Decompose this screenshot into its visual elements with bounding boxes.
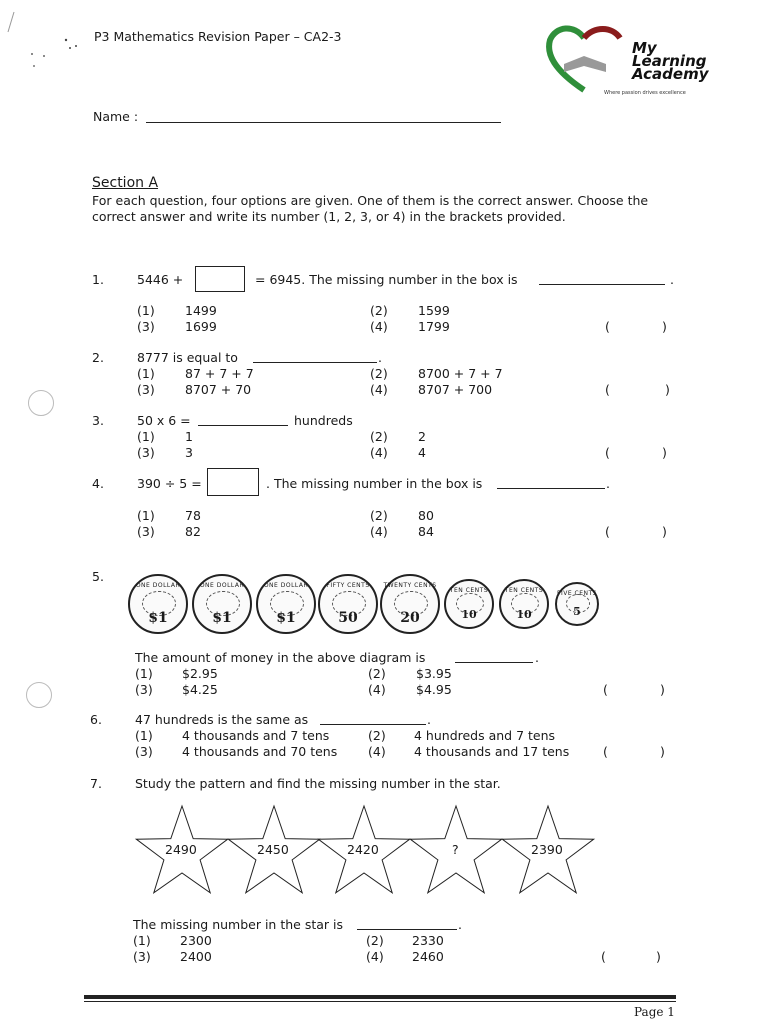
option-label: (1) [135, 666, 153, 681]
question-stem: The amount of money in the above diagram is [135, 650, 426, 665]
coin-value: 10 [516, 608, 532, 621]
coin-value: $1 [276, 610, 296, 626]
option-label: (1) [135, 728, 153, 743]
answer-bracket-close: ) [660, 682, 665, 697]
stem-end: . [606, 476, 610, 491]
option-text: 2300 [180, 933, 212, 948]
option-text: 8700 + 7 + 7 [418, 366, 503, 381]
page-number: Page 1 [634, 1005, 675, 1019]
coin-3 [318, 574, 378, 634]
coin-value: 20 [400, 610, 420, 626]
option-label: (2) [370, 429, 388, 444]
option-text: 3 [185, 445, 193, 460]
question-stem: 5446 + [137, 272, 184, 287]
option-text: 80 [418, 508, 434, 523]
logo-text-2: Learning [632, 52, 707, 70]
stem-end: . [378, 350, 382, 365]
instructions-line-2: correct answer and write its number (1, 2, 3, or 4) in the brackets provided. [92, 209, 566, 224]
question-stem: 390 ÷ 5 = [137, 476, 202, 491]
option-text: 2400 [180, 949, 212, 964]
logo-tagline: Where passion drives excellence [604, 90, 686, 96]
logo-text-1: My [632, 39, 657, 57]
option-label: (1) [137, 508, 155, 523]
answer-bracket-close: ) [665, 382, 670, 397]
coin-value: 50 [338, 610, 358, 626]
answer-box [195, 266, 245, 292]
question-number: 6. [90, 712, 102, 727]
option-text: $2.95 [182, 666, 218, 681]
question-stem: 8777 is equal to [137, 350, 238, 365]
option-label: (3) [135, 682, 153, 697]
option-label: (4) [370, 445, 388, 460]
option-text: 2460 [412, 949, 444, 964]
option-label: (3) [137, 319, 155, 334]
star-number: 2490 [165, 842, 197, 857]
coin-4 [380, 574, 440, 634]
answer-bracket-open: ( [601, 949, 606, 964]
question-stem: hundreds [294, 413, 353, 428]
option-text: 4 [418, 445, 426, 460]
instructions-line-1: For each question, four options are given. One of them is the correct answer. Choose the [92, 193, 649, 208]
option-text: 1799 [418, 319, 450, 334]
question-stem: 50 x 6 = [137, 413, 191, 428]
stem-end: . [427, 712, 431, 727]
answer-bracket-close: ) [662, 319, 667, 334]
question-number: 4. [92, 476, 104, 491]
coin-legend: TEN CENTS [504, 587, 544, 594]
option-label: (2) [368, 666, 386, 681]
answer-bracket-open: ( [605, 382, 610, 397]
answer-blank [253, 350, 377, 363]
coin-value: 10 [461, 608, 477, 621]
question-number: 7. [90, 776, 102, 791]
coin-legend: FIVE CENTS [557, 590, 597, 597]
star-number: 2450 [257, 842, 289, 857]
logo-text-3: Academy [632, 65, 709, 83]
option-text: 78 [185, 508, 201, 523]
answer-bracket-close: ) [660, 744, 665, 759]
question-number: 1. [92, 272, 104, 287]
stem-end: . [458, 917, 462, 932]
answer-bracket-close: ) [656, 949, 661, 964]
star-number: ? [452, 842, 459, 857]
logo-heart-icon [544, 24, 624, 96]
option-text: 4 thousands and 7 tens [182, 728, 330, 743]
answer-bracket-open: ( [605, 319, 610, 334]
option-label: (2) [370, 366, 388, 381]
answer-bracket-open: ( [603, 744, 608, 759]
option-text: 84 [418, 524, 434, 539]
question-number: 3. [92, 413, 104, 428]
answer-bracket-close: ) [662, 445, 667, 460]
answer-blank [497, 476, 605, 489]
option-label: (3) [137, 524, 155, 539]
option-label: (3) [137, 445, 155, 460]
coin-legend: TEN CENTS [449, 587, 489, 594]
option-label: (3) [137, 382, 155, 397]
answer-blank [455, 650, 533, 663]
option-text: 8707 + 70 [185, 382, 252, 397]
option-text: 1499 [185, 303, 217, 318]
option-label: (4) [370, 382, 388, 397]
option-text: 2 [418, 429, 426, 444]
option-text: 4 thousands and 70 tens [182, 744, 338, 759]
option-label: (1) [137, 366, 155, 381]
coin-value: 5 [573, 605, 581, 618]
answer-blank [357, 917, 457, 930]
coin-legend: ONE DOLLAR [199, 582, 245, 589]
option-label: (4) [366, 949, 384, 964]
question-stem: Study the pattern and find the missing number in the star. [135, 776, 501, 791]
footer-rule [84, 995, 676, 999]
question-stem: The missing number in the star is [133, 917, 343, 932]
option-label: (4) [370, 524, 388, 539]
option-label: (4) [368, 744, 386, 759]
coin-legend: TWENTY CENTS [383, 582, 437, 589]
option-text: 8707 + 700 [418, 382, 493, 397]
section-title: Section A [92, 175, 159, 191]
option-label: (3) [133, 949, 151, 964]
option-text: 1 [185, 429, 193, 444]
coin-value: $1 [148, 610, 168, 626]
question-stem: 47 hundreds is the same as [135, 712, 309, 727]
coin-legend: FIFTY CENTS [326, 582, 370, 589]
footer-rule [84, 1001, 676, 1002]
option-text: 1699 [185, 319, 217, 334]
answer-bracket-open: ( [603, 682, 608, 697]
name-label: Name : [93, 109, 139, 124]
coin-5 [444, 579, 494, 629]
question-number: 5. [92, 569, 104, 584]
scan-marks [4, 10, 84, 70]
answer-box [207, 468, 259, 496]
option-text: 2330 [412, 933, 444, 948]
answer-bracket-close: ) [662, 524, 667, 539]
option-label: (3) [135, 744, 153, 759]
coin-legend: ONE DOLLAR [263, 582, 309, 589]
question-number: 2. [92, 350, 104, 365]
coin-value: $1 [212, 610, 232, 626]
punch-hole [28, 390, 54, 416]
question-stem: = 6945. The missing number in the box is [255, 272, 518, 287]
option-text: $4.95 [416, 682, 452, 697]
option-text: 87 + 7 + 7 [185, 366, 254, 381]
punch-hole [26, 682, 52, 708]
option-label: (4) [370, 319, 388, 334]
option-label: (1) [137, 429, 155, 444]
answer-blank [539, 272, 665, 285]
question-stem: . The missing number in the box is [266, 476, 483, 491]
option-label: (1) [133, 933, 151, 948]
coin-1 [192, 574, 252, 634]
coin-legend: ONE DOLLAR [135, 582, 181, 589]
coin-0 [128, 574, 188, 634]
option-label: (2) [368, 728, 386, 743]
option-text: $4.25 [182, 682, 218, 697]
paper-title: P3 Mathematics Revision Paper – CA2-3 [94, 29, 342, 44]
answer-bracket-open: ( [605, 445, 610, 460]
coin-2 [256, 574, 316, 634]
option-text: $3.95 [416, 666, 452, 681]
option-text: 82 [185, 524, 201, 539]
coin-7 [555, 582, 599, 626]
coin-6 [499, 579, 549, 629]
option-text: 4 hundreds and 7 tens [414, 728, 556, 743]
option-text: 4 thousands and 17 tens [414, 744, 570, 759]
option-text: 1599 [418, 303, 450, 318]
option-label: (1) [137, 303, 155, 318]
stem-end: . [535, 650, 539, 665]
star-number: 2420 [347, 842, 379, 857]
stem-end: . [670, 272, 674, 287]
star-number: 2390 [531, 842, 563, 857]
option-label: (2) [370, 508, 388, 523]
school-logo [544, 24, 714, 104]
answer-bracket-open: ( [605, 524, 610, 539]
answer-blank [320, 712, 426, 725]
option-label: (2) [370, 303, 388, 318]
name-field[interactable] [146, 108, 501, 123]
answer-blank [198, 413, 288, 426]
option-label: (4) [368, 682, 386, 697]
option-label: (2) [366, 933, 384, 948]
